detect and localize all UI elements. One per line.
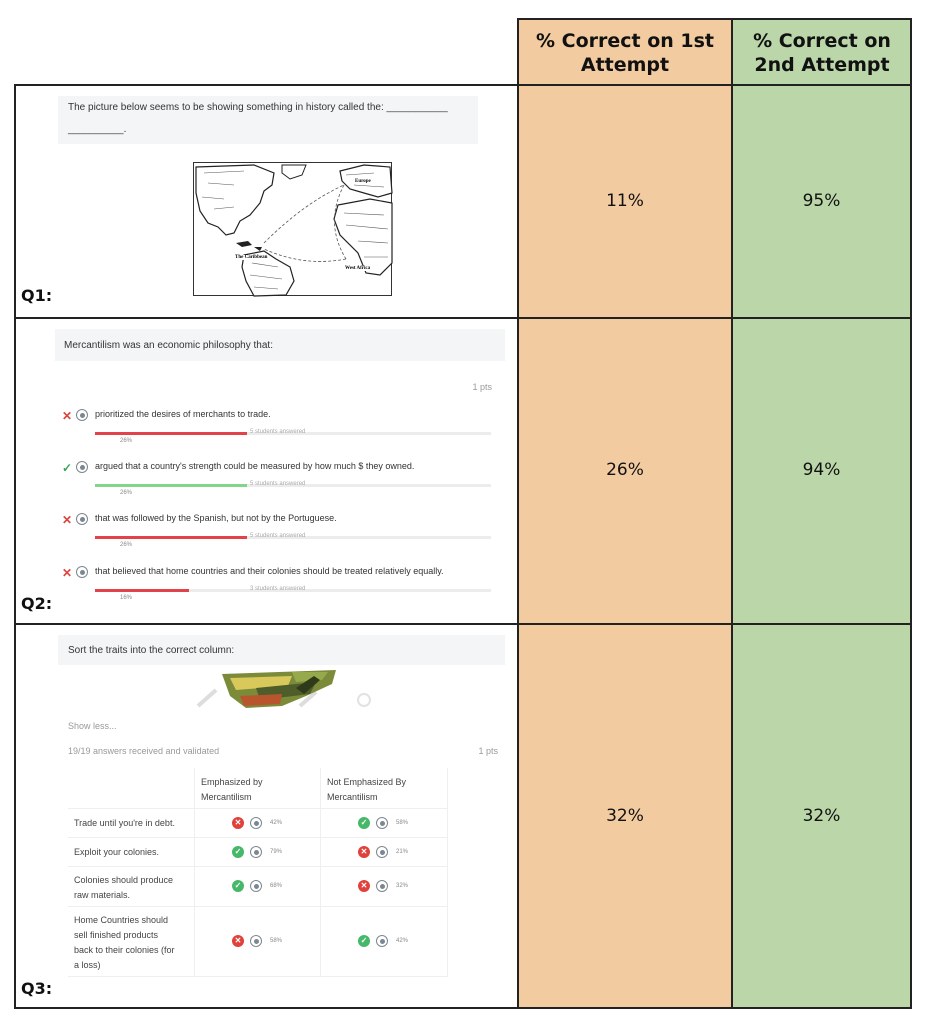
table-row-label: [74, 873, 173, 903]
table-row-label-line: Exploit your colonies.: [74, 847, 160, 857]
map-label-caribbean: The Caribbean: [235, 255, 268, 260]
q3-prompt: Sort the traits into the correct column:: [68, 645, 235, 656]
map-label-europe: Europe: [355, 179, 371, 184]
answer-progress-fill: [95, 432, 247, 435]
grid-line-right: [910, 18, 912, 1008]
table-row-divider: [68, 808, 448, 809]
correct-check-icon: ✓: [358, 817, 370, 829]
grid-line-row1-top: [14, 84, 912, 86]
correct-check-icon: ✓: [232, 846, 244, 858]
header-first-attempt-text: % Correct on 1st Attempt: [535, 30, 715, 76]
q2-first-attempt-value: [518, 455, 732, 485]
incorrect-x-icon: ✕: [62, 566, 73, 580]
second-attempt-column: [732, 19, 911, 1008]
incorrect-x-icon: ✕: [358, 846, 370, 858]
q3-label: Q3:: [21, 979, 53, 998]
grid-line-mid2: [731, 18, 733, 1008]
answer-radio-button[interactable]: [76, 513, 88, 525]
q3-points: 1 pts: [478, 746, 498, 756]
answer-progress-fill: [95, 484, 247, 487]
q1-second-text: 95%: [802, 191, 841, 211]
correct-check-icon: ✓: [232, 880, 244, 892]
q1-first-text: 11%: [606, 191, 644, 211]
q3-table-col-sep-1: [194, 768, 195, 976]
q2-second-text: 94%: [802, 460, 841, 480]
table-row-label: [74, 816, 175, 831]
answer-text: argued that a country's strength could be measured by how much $ they owned.: [95, 461, 415, 471]
q3-col1-line1: Emphasized by: [201, 777, 263, 787]
answer-radio-button[interactable]: [76, 566, 88, 578]
answer-percent: 26%: [120, 438, 133, 444]
q1-label: Q1:: [21, 286, 53, 305]
q2-prompt: Mercantilism was an economic philosophy that:: [64, 340, 273, 351]
answer-students-answered: 5 students answered: [250, 481, 306, 487]
option-percent: 68%: [270, 883, 283, 889]
option-radio-button[interactable]: [250, 817, 262, 829]
option-radio-button[interactable]: [376, 846, 388, 858]
q2-label: Q2:: [21, 594, 53, 613]
q3-col2-line2: Mercantilism: [327, 792, 378, 802]
answer-radio-button[interactable]: [76, 409, 88, 421]
q1-prompt-line1: The picture below seems to be showing something in history called the: ___________: [68, 102, 448, 113]
q3-show-less-link[interactable]: Show less...: [68, 721, 117, 731]
table-row-label-line: back to their colonies (for: [74, 945, 175, 955]
table-row-label-line: sell finished products: [74, 930, 159, 940]
option-percent: 21%: [396, 849, 409, 855]
answer-students-answered: 5 students answered: [250, 429, 306, 435]
option-percent: 58%: [270, 938, 283, 944]
grid-line-bottom: [14, 1007, 912, 1009]
triangular-trade-map: [193, 162, 392, 296]
table-row-label-line: raw materials.: [74, 890, 131, 900]
q3-received-text: 19/19 answers received and validated: [68, 746, 220, 756]
answer-progress-fill: [95, 536, 247, 539]
answer-text: that was followed by the Spanish, but not by the Portuguese.: [95, 513, 337, 523]
option-percent: 42%: [270, 820, 283, 826]
table-bottom-divider: [68, 976, 448, 977]
correct-check-icon: ✓: [62, 461, 73, 475]
answer-students-answered: 3 students answered: [250, 586, 306, 592]
table-row-label-line: Colonies should produce: [74, 875, 174, 885]
table-row-label: [74, 913, 175, 973]
q1-first-attempt-value: [518, 186, 732, 216]
grid-line-left: [14, 84, 16, 1008]
option-percent: 58%: [396, 820, 409, 826]
q2-first-text: 26%: [606, 460, 644, 480]
incorrect-x-icon: ✕: [232, 817, 244, 829]
table-row-label-line: a loss): [74, 960, 101, 970]
q3-first-text: 32%: [606, 806, 644, 826]
option-radio-button[interactable]: [250, 846, 262, 858]
q1-second-attempt-value: [732, 186, 911, 216]
table-row-label: [74, 845, 159, 860]
q3-col-header-not-emphasized: [327, 775, 406, 805]
answer-radio-button[interactable]: [76, 461, 88, 473]
header-second-attempt: [740, 24, 904, 82]
option-percent: 42%: [396, 938, 409, 944]
option-percent: 79%: [270, 849, 283, 855]
q2-second-attempt-value: [732, 455, 911, 485]
correct-check-icon: ✓: [358, 935, 370, 947]
q3-word-cloud-image: [196, 666, 376, 712]
q1-prompt-line2: __________.: [68, 124, 127, 135]
map-label-west-africa: West Africa: [345, 266, 371, 271]
incorrect-x-icon: ✕: [232, 935, 244, 947]
table-row-divider: [68, 866, 448, 867]
q3-second-attempt-value: [732, 801, 911, 831]
grid-line-mid1: [517, 18, 519, 1008]
answer-percent: 26%: [120, 490, 133, 496]
q3-first-attempt-value: [518, 801, 732, 831]
q3-col-header-emphasized: [201, 775, 263, 805]
incorrect-x-icon: ✕: [62, 513, 73, 527]
q2-points: 1 pts: [472, 382, 492, 392]
answer-percent: 16%: [120, 595, 133, 601]
q3-table-col-sep-2: [320, 768, 321, 976]
option-radio-button[interactable]: [376, 880, 388, 892]
q3-col1-line2: Mercantilism: [201, 792, 252, 802]
table-row-divider: [68, 837, 448, 838]
first-attempt-column: [518, 19, 732, 1008]
table-row-divider: [68, 906, 448, 907]
answer-students-answered: 5 students answered: [250, 533, 306, 539]
option-percent: 32%: [396, 883, 409, 889]
q3-table-col-sep-3: [447, 768, 448, 976]
table-row-label-line: Home Countries should: [74, 915, 169, 925]
header-second-attempt-text: % Correct on 2nd Attempt: [753, 30, 891, 76]
grid-line-row2-top: [14, 317, 912, 319]
grid-line-row3-top: [14, 623, 912, 625]
answer-text: that believed that home countries and their colonies should be treated relatively equally.: [95, 566, 444, 576]
table-row-label-line: Trade until you're in debt.: [74, 818, 175, 828]
grid-border-top-header: [518, 18, 912, 20]
answer-text: prioritized the desires of merchants to trade.: [95, 409, 271, 419]
option-radio-button[interactable]: [250, 935, 262, 947]
q3-second-text: 32%: [802, 806, 841, 826]
option-radio-button[interactable]: [376, 817, 388, 829]
incorrect-x-icon: ✕: [62, 409, 73, 423]
word-cloud-graphic: [196, 666, 376, 712]
option-radio-button[interactable]: [376, 935, 388, 947]
q3-col2-line1: Not Emphasized By: [327, 777, 407, 787]
answer-percent: 26%: [120, 542, 133, 548]
incorrect-x-icon: ✕: [358, 880, 370, 892]
header-first-attempt: [528, 24, 722, 82]
answer-progress-fill: [95, 589, 189, 592]
option-radio-button[interactable]: [250, 880, 262, 892]
